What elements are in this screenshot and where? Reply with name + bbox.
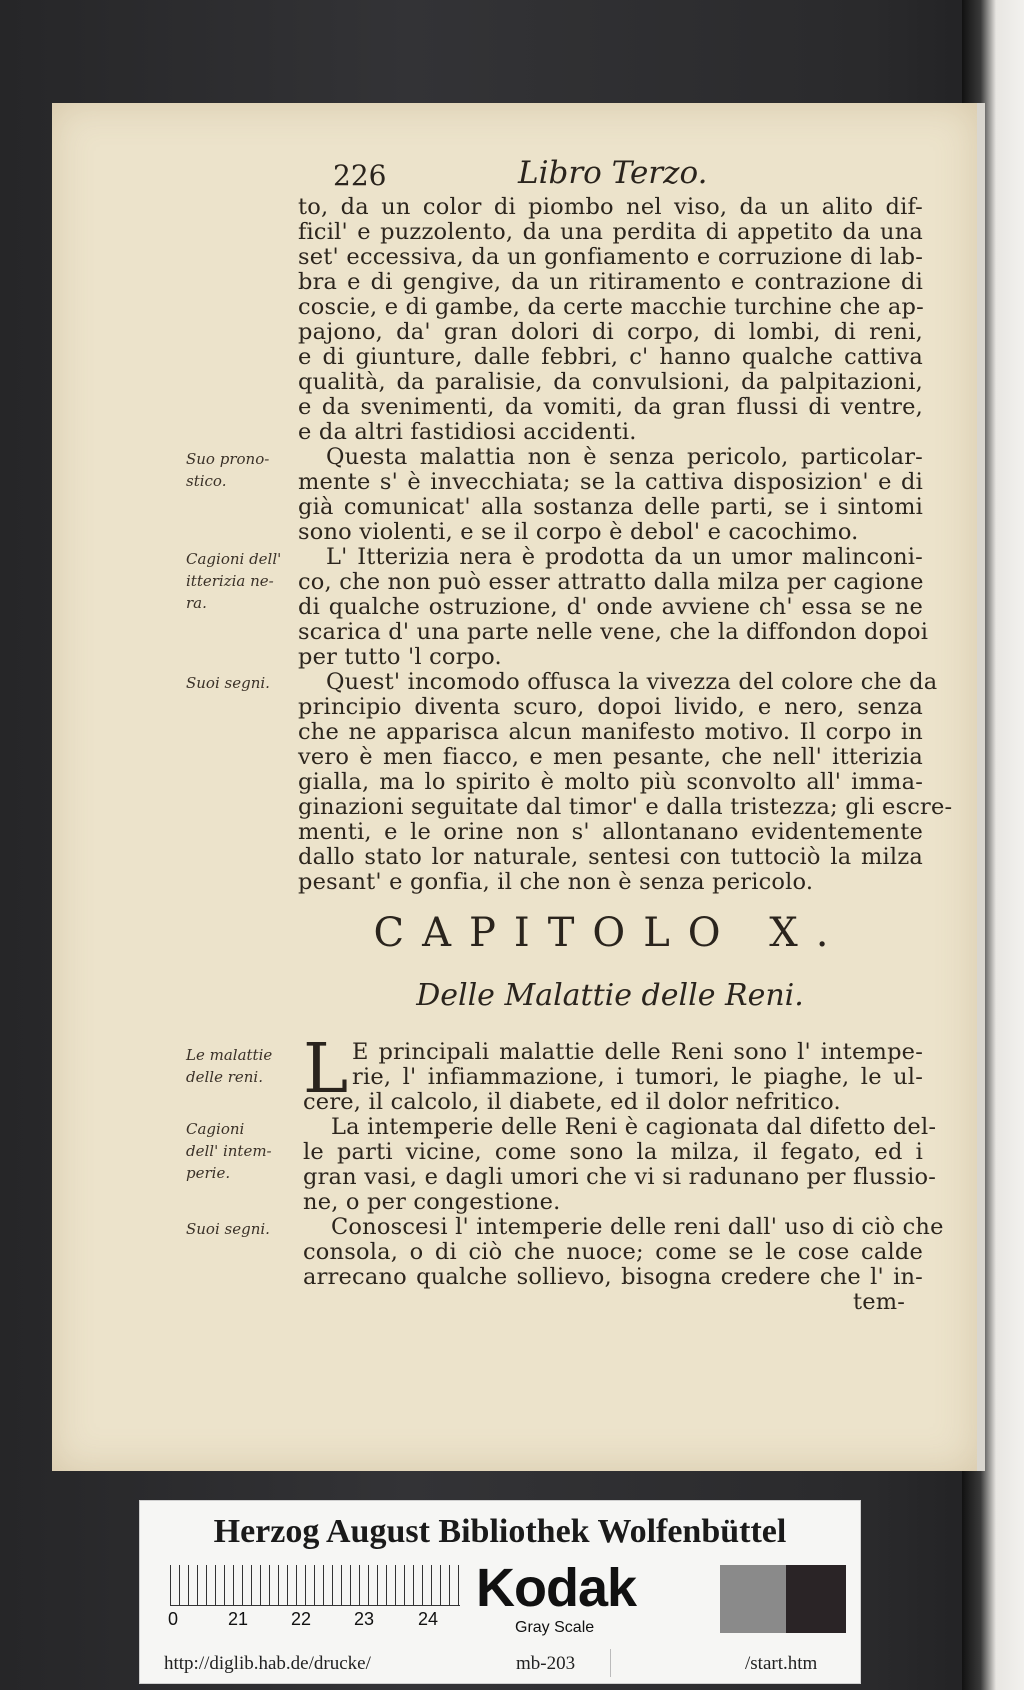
chapter-heading: CAPITOLO X. [373, 910, 847, 956]
url-row [140, 1649, 860, 1679]
text-line: L' Itterizia nera è prodotta da un umor malinconi- [326, 544, 923, 570]
paragraph-5-rest [303, 1090, 923, 1115]
text-line: pesant' e gonfia, il che non è senza pericolo. [298, 869, 814, 895]
page-number: 226 [333, 159, 387, 192]
text-line: sono violenti, e se il corpo è debol' e cacochimo. [298, 519, 859, 545]
text-line: pajono, da' gran dolori di corpo, di lombi, di reni, [298, 319, 923, 345]
text-line: consola, o di ciò che nuoce; come se le cose calde [303, 1239, 923, 1265]
text-line: ginazioni seguitate dal timor' e dalla tristezza; gli escre- [298, 794, 953, 820]
text-line: vero è men fiacco, e men pesante, che nell' itterizia [298, 744, 923, 770]
margin-note-segni-2: Suoi segni. [186, 1220, 270, 1238]
text-line: di qualche ostruzione, d' onde avviene ch' essa se ne [298, 594, 923, 620]
kodak-logo: Kodak [476, 1558, 637, 1618]
paragraph-3 [298, 544, 929, 670]
text-line: e da altri fastidiosi accidenti. [298, 419, 637, 445]
paragraph-4 [298, 669, 953, 895]
text-line: to, da un color di piombo nel viso, da un alito dif- [298, 194, 923, 220]
dark-swatch [786, 1565, 846, 1633]
text-line: bra e di gengive, da un ritiramento e contrazione di [298, 269, 923, 295]
paragraph-7 [303, 1214, 944, 1290]
catchword: tem- [853, 1289, 906, 1315]
margin-note-segni-1: Suoi segni. [186, 674, 270, 692]
url-mid: mb-203 [516, 1653, 576, 1674]
paragraph-5-top [352, 1040, 923, 1090]
text-line: gran vasi, e dagli umori che vi si radunano per flussio- [303, 1164, 937, 1190]
running-title: Libro Terzo. [518, 155, 708, 191]
paragraph-1 [298, 195, 923, 445]
paragraph-2 [298, 445, 923, 545]
text-line: arrecano qualche sollievo, bisogna credere che l' in- [303, 1264, 923, 1290]
paragraph-6 [303, 1114, 937, 1215]
text-line: co, che non può esser attratto dalla milza per cagione [298, 569, 924, 595]
text-line: gialla, ma lo spirito è molto più sconvolto all' imma- [298, 769, 923, 795]
drop-cap: L [303, 1030, 349, 1109]
text-line: scarica d' una parte nelle vene, che la diffondon dopoi [298, 619, 929, 645]
text-line: mente s' è invecchiata; se la cattiva disposizion' e di [298, 469, 923, 495]
text-line: le parti vicine, come sono la milza, il fegato, ed i [303, 1139, 923, 1165]
text-line: rie, l' infiammazione, i tumori, le piaghe, le ul- [352, 1064, 923, 1090]
margin-note-pronostico: Suo prono- stico. [186, 450, 270, 490]
text-line: La intemperie delle Reni è cagionata dal difetto del- [331, 1114, 937, 1140]
url-left: http://diglib.hab.de/drucke/ [164, 1653, 371, 1674]
chapter-subtitle: Delle Malattie delle Reni. [416, 978, 804, 1013]
text-line: Conoscesi l' intemperie delle reni dall' uso di ciò che [331, 1214, 944, 1240]
text-line: Questa malattia non è senza pericolo, particolar- [326, 444, 923, 470]
gray-swatch [720, 1565, 786, 1633]
margin-note-malattie-reni: Le malattie delle reni. [186, 1046, 273, 1086]
text-line: per tutto 'l corpo. [298, 644, 502, 670]
color-target: Herzog August Bibliothek Wolfenbüttel 0 21 22 23 24 Kodak Gray Scale http://diglib.hab.de/drucke/ mb-203 /start.htm [139, 1500, 861, 1684]
margin-note-cagioni-itterizia: Cagioni dell' itterizia ne- ra. [186, 550, 282, 612]
margin-note-cagioni-intemperie: Cagioni dell' intem- perie. [186, 1120, 272, 1182]
text-line: E principali malattie delle Reni sono l' intempe- [352, 1039, 923, 1065]
text-line: che ne apparisca alcun manifesto motivo. Il corpo in [298, 719, 923, 745]
text-line: dallo stato lor naturale, sentesi con tuttociò la milza [298, 844, 923, 870]
gray-scale-label: Gray Scale [515, 1619, 595, 1636]
text-line: coscie, e di gambe, da certe macchie turchine che ap- [298, 294, 924, 320]
text-line: ne, o per congestione. [303, 1189, 561, 1215]
url-right: /start.htm [745, 1653, 818, 1674]
ruler-scale [170, 1565, 460, 1606]
running-head [333, 155, 753, 195]
text-line: qualità, da paralisie, da convulsioni, da palpitazioni, [298, 369, 923, 395]
library-name: Herzog August Bibliothek Wolfenbüttel [213, 1513, 787, 1550]
text-line: e di giunture, dalle febbri, c' hanno qualche cattiva [298, 344, 923, 370]
text-line: cere, il calcolo, il diabete, ed il dolor nefritico. [303, 1089, 841, 1115]
text-line: set' eccessiva, da un gonfiamento e corruzione di lab- [298, 244, 923, 270]
text-line: Quest' incomodo offusca la vivezza del colore che da [326, 669, 938, 695]
text-line: già comunicat' alla sostanza delle parti, se i sintomi [298, 494, 923, 520]
text-line: ficil' e puzzolento, da una perdita di appetito da una [298, 219, 923, 245]
text-line: principio diventa scuro, dopoi livido, e nero, senza [298, 694, 923, 720]
text-line: e da svenimenti, da vomiti, da gran flussi di ventre, [298, 394, 923, 420]
text-line: menti, e le orine non s' allontanano evidentemente [298, 819, 923, 845]
